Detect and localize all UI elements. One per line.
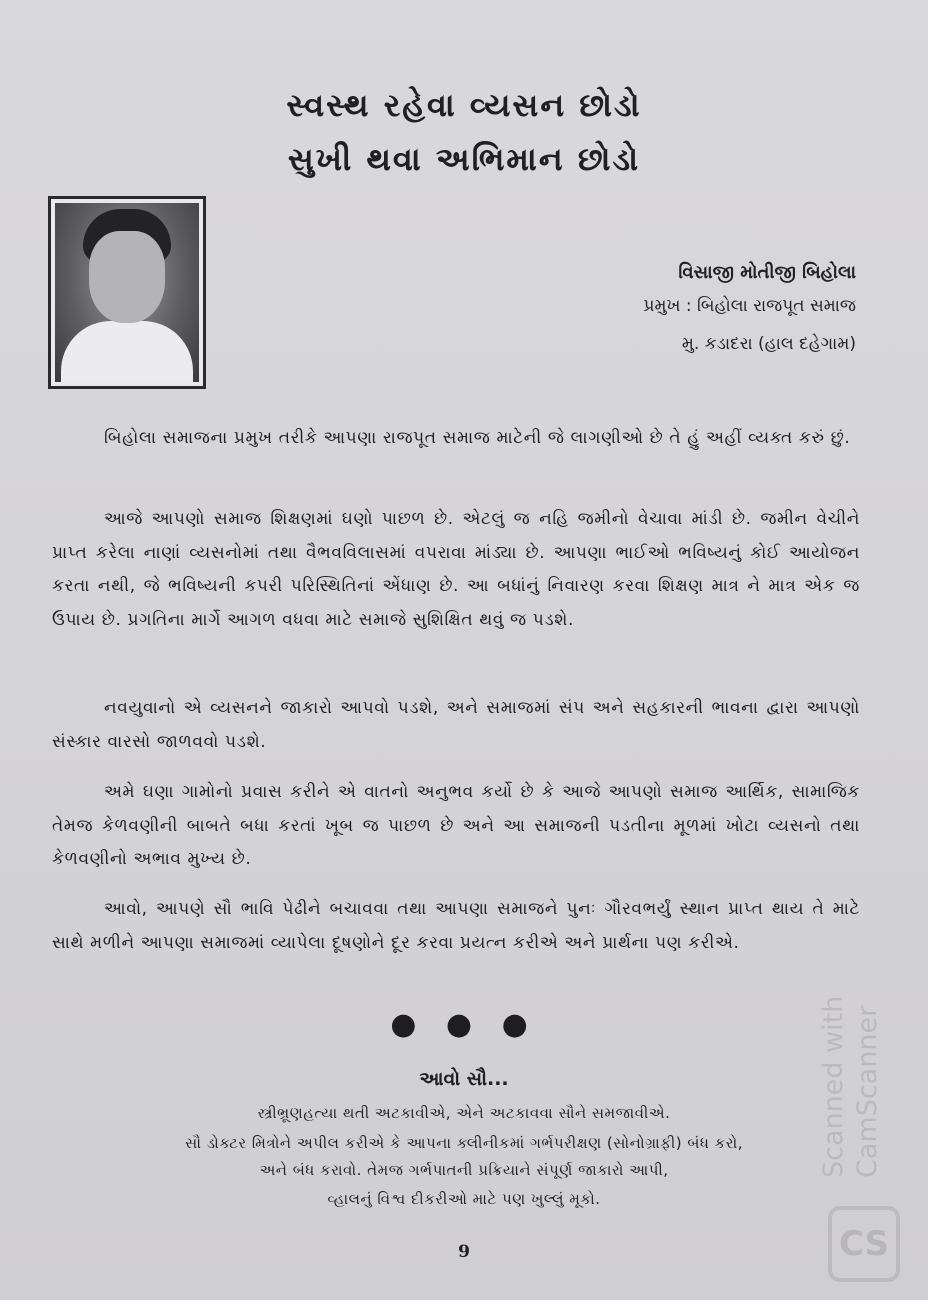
closing-line-3: અને બંધ કરાવો. તેમજ ગર્ભપાતની પ્રક્રિયાને સંપૂર્ણ જાકારો આપી, [259,1161,669,1179]
closing-heading: આવો સૌ... [419,1068,509,1090]
scanner-watermark [820,982,906,1282]
paragraph-5: આવો, આપણે સૌ ભાવિ પેઢીને બચાવવા તથા આપણા સમાજને પુનઃ ગૌરવભર્યું સ્થાન પ્રાપ્ત થાય તે માટે સાથે મળીને આપણા સમાજમાં વ્યાપેલા દૂષણોને દૂર કરવા પ્રયત્ન કરીએ અને પ્રાર્થના પણ કરીએ. [52,899,860,953]
author-place: મુ. કડાદરા (હાલ દહેગામ) [681,334,856,354]
author-name: વિસાજી મોતીજી બિહોલા [678,262,856,283]
title-line-1: સ્વસ્થ રહેવા વ્યસન છોડો [286,86,642,124]
paragraph-2: આજે આપણો સમાજ શિક્ષણમાં ઘણો પાછળ છે. એટલું જ નહિ જમીનો વેચાવા માંડી છે. જમીન વેચીને પ્રાપ્ત કરેલા નાણાં વ્યસનોમાં તથા વૈભવવિલાસમાં વપરાવા માંડ્યા છે. આપણા ભાઈઓ ભવિષ્યનું કોઈ આયોજન કરતા નથી, જે ભવિષ્યની કપરી પરિસ્થિતિનાં એંધાણ છે. આ બધાંનું નિવારણ કરવા શિક્ષણ માત્ર ને માત્ર એક જ ઉપાય છે. પ્રગતિના માર્ગે આગળ વધવા માટે સમાજે સુશિક્ષિત થવું જ પડશે. [52,509,860,630]
paragraph-3: નવયુવાનો એ વ્યસનને જાકારો આપવો પડશે, અને સમાજમાં સંપ અને સહકારની ભાવના દ્વારા આપણો સંસ્કાર વારસો જાળવવો પડશે. [52,698,860,752]
portrait-image [55,203,199,382]
section-separator: ● ● ● [390,1007,538,1042]
watermark-text-2: CamScanner [852,1005,883,1178]
watermark-text-1: Scanned with [818,995,849,1178]
paragraph-4: અમે ઘણા ગામોનો પ્રવાસ કરીને એ વાતનો અનુભવ કર્યો છે કે આજે આપણો સમાજ આર્થિક, સામાજિક તેમજ કેળવણીની બાબતે બધા કરતાં ખૂબ જ પાછળ છે અને આ સમાજની પડતીના મૂળમાં ખોટા વ્યસનો તથા કેળવણીનો અભાવ મુખ્ય છે. [52,782,860,869]
author-photo [48,196,206,389]
closing-line-1: સ્ત્રીભ્રૂણહત્યા થતી અટકાવીએ, એને અટકાવવા સૌને સમજાવીએ. [257,1104,671,1122]
author-role: પ્રમુખ : બિહોલા રાજપૂત સમાજ [643,296,856,316]
title-line-2: સુખી થવા અભિમાન છોડો [287,140,641,178]
camscanner-logo-icon: CS [828,1206,900,1282]
paragraph-1: બિહોલા સમાજના પ્રમુખ તરીકે આપણા રાજપૂત સમાજ માટેની જે લાગણીઓ છે તે હું અહીં વ્યક્ત કરું છું. [104,428,851,448]
page-number: 9 [458,1242,470,1262]
closing-line-4: વ્હાલનું વિશ્વ દીકરીઓ માટે પણ ખુલ્લું મૂકો. [327,1190,601,1208]
closing-line-2: સૌ ડોક્ટર મિત્રોને અપીલ કરીએ કે આપના ક્લીનીકમાં ગર્ભપરીક્ષણ (સોનોગ્રાફી) બંધ કરો, [184,1134,744,1152]
